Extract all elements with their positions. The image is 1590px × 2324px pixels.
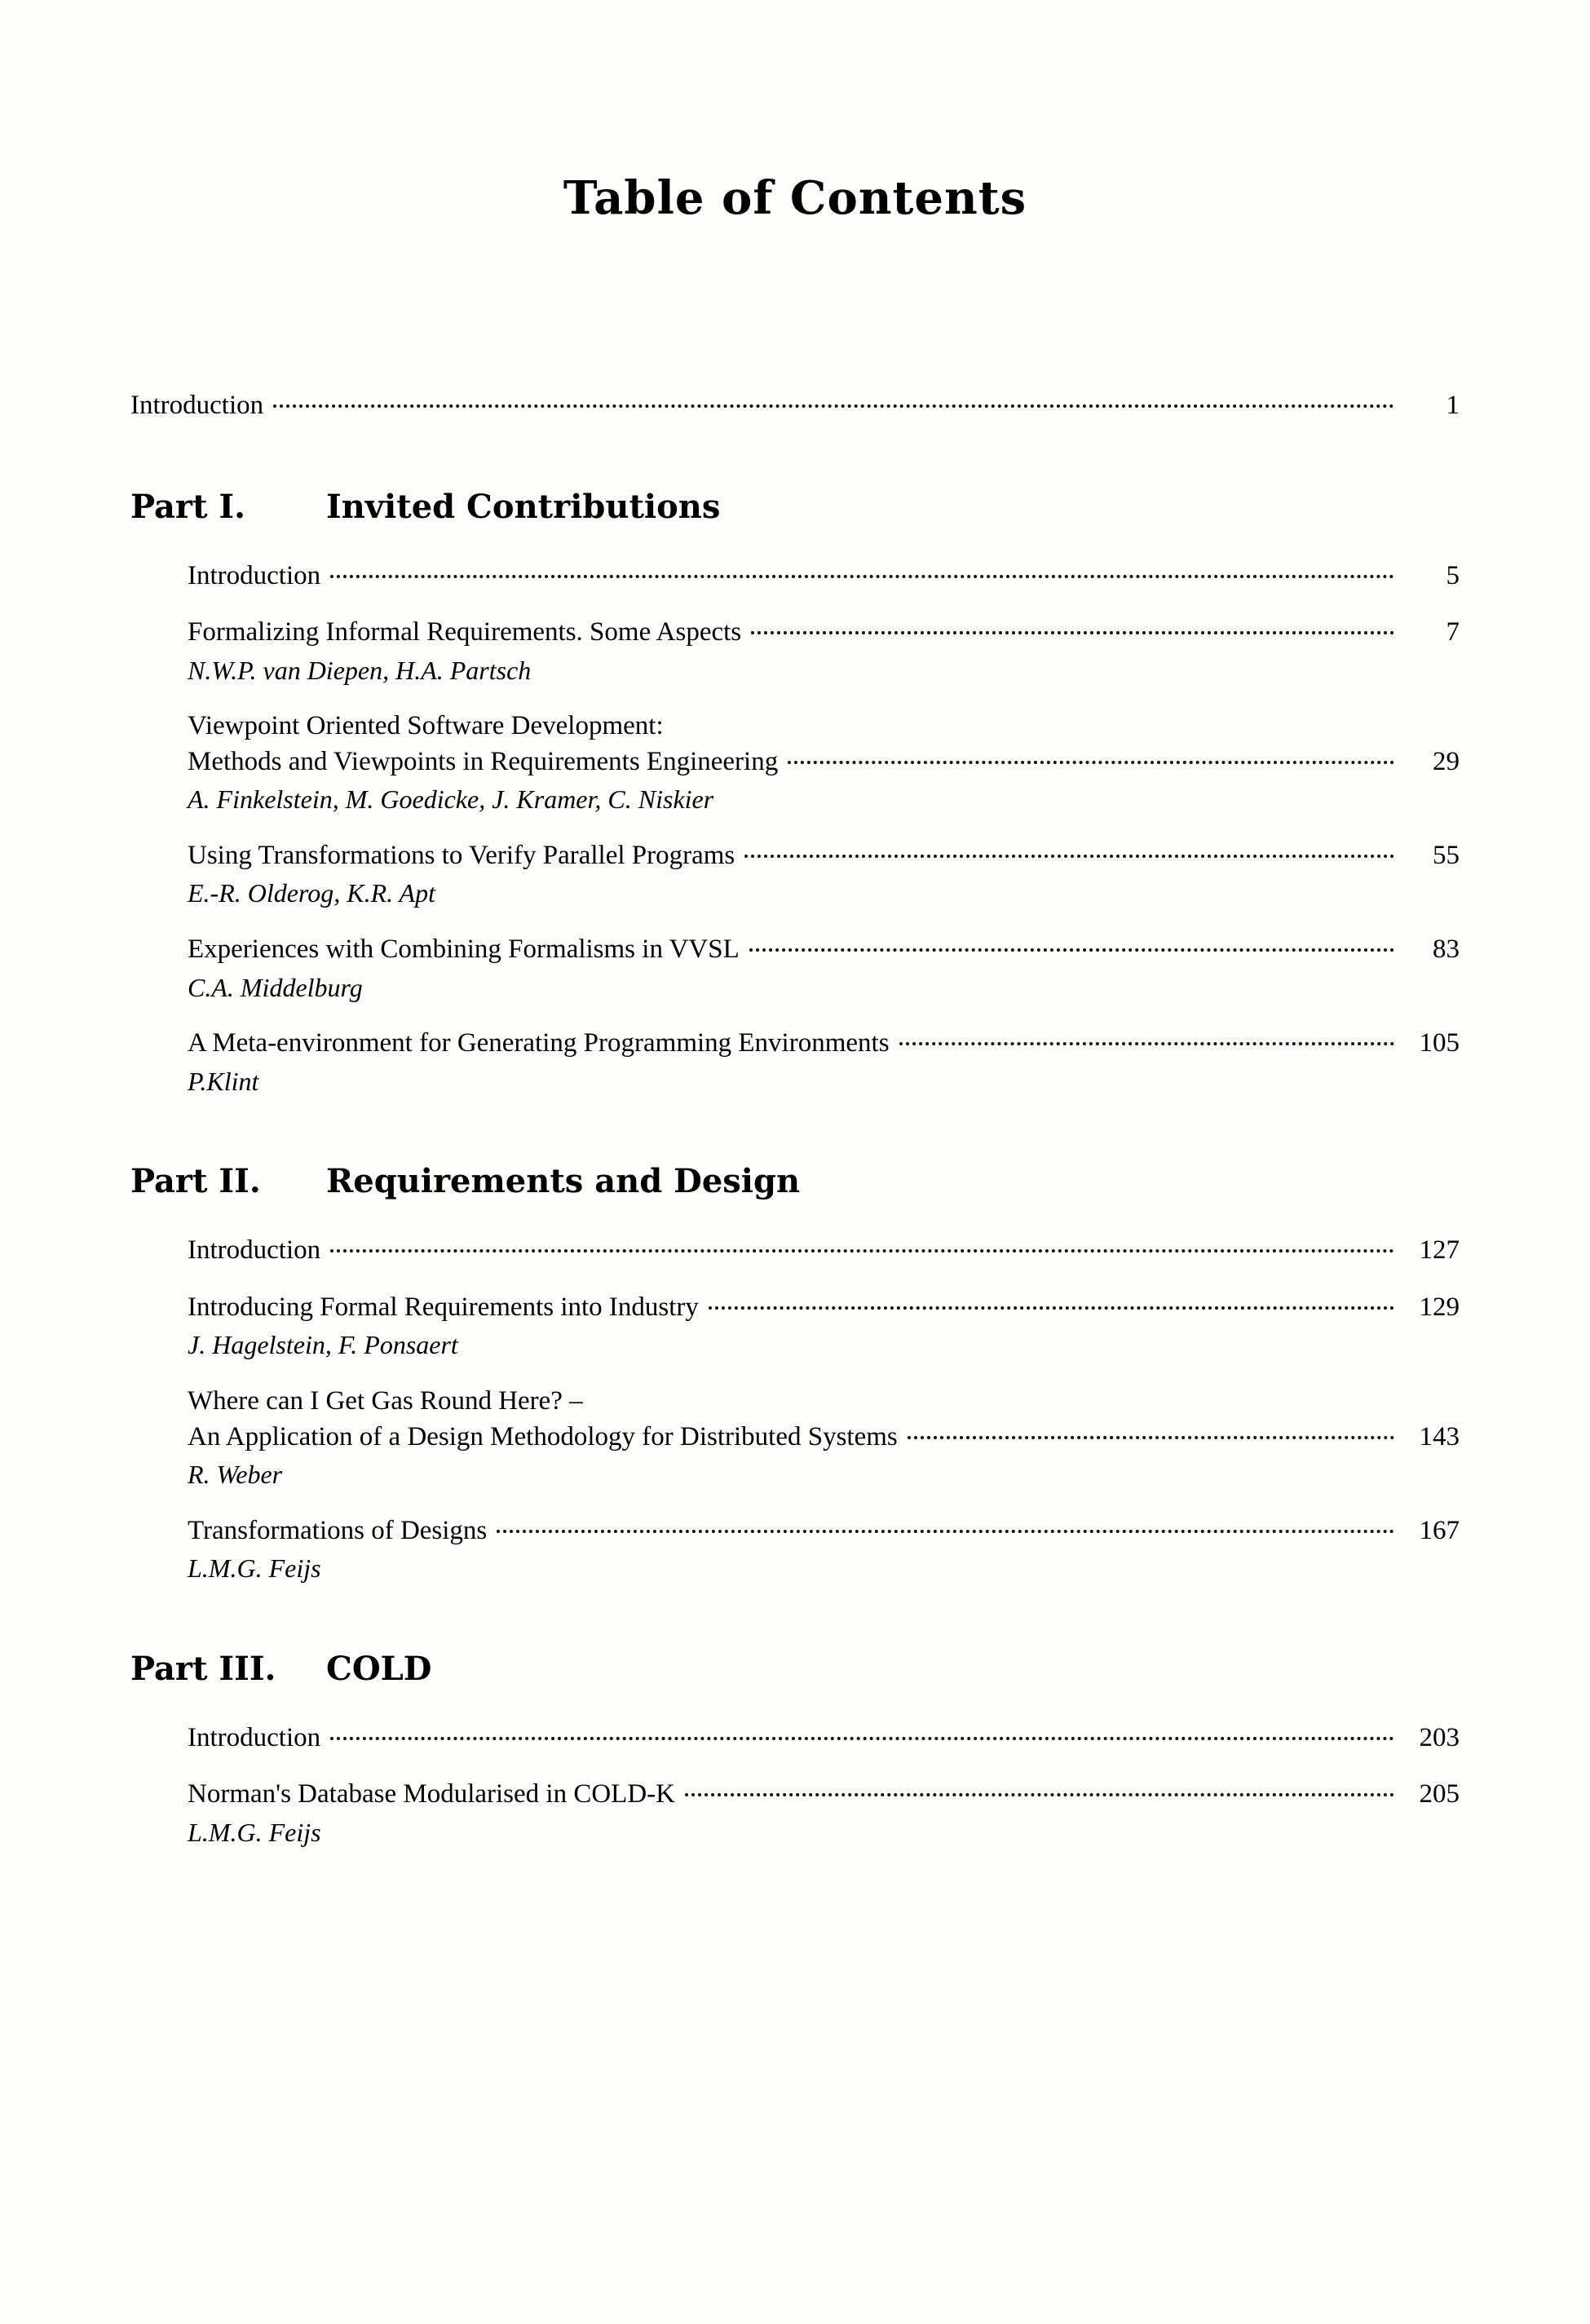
toc-entry[interactable] (188, 744, 1460, 780)
part-title: COLD (326, 1649, 432, 1688)
part-number: Part I. (130, 487, 246, 526)
toc-entry-authors: E.-R. Olderog, K.R. Apt (188, 878, 435, 908)
toc-entry-authors: J. Hagelstein, F. Ponsaert (188, 1330, 458, 1360)
leader-dots (330, 1737, 1394, 1740)
part-heading (130, 1650, 1460, 1688)
toc-entry-page: 203 (1419, 1722, 1460, 1752)
part-section-1 (130, 488, 1460, 1099)
toc-item (130, 838, 1460, 911)
toc-entry-authors: N.W.P. van Diepen, H.A. Partsch (188, 655, 532, 685)
toc-entry-line-1: Viewpoint Oriented Software Development: (188, 711, 664, 741)
leader-dots (899, 1042, 1394, 1045)
toc-item (130, 1777, 1460, 1849)
page-title: Table of Contents (563, 171, 1027, 225)
toc-item (130, 1026, 1460, 1098)
toc-item (130, 1513, 1460, 1586)
toc-entry-line-1: Where can I Get Gas Round Here? – (188, 1386, 583, 1416)
leader-dots (709, 1306, 1394, 1310)
toc-entry-label: Norman's Database Modularised in COLD-K (188, 1779, 675, 1809)
part-entries (130, 1233, 1460, 1586)
part-entries (130, 559, 1460, 1099)
part-title: Requirements and Design (326, 1162, 801, 1201)
toc-entry-page: 83 (1433, 934, 1460, 965)
toc-entry[interactable] (188, 1290, 1460, 1326)
toc-item (130, 615, 1460, 687)
toc-entry-label: An Application of a Design Methodology for Distributed Systems (188, 1421, 898, 1451)
toc-content (130, 171, 1460, 1850)
leader-dots (788, 761, 1394, 764)
toc-entry-label: Experiences with Combining Formalisms in VVSL (188, 934, 740, 965)
toc-entry-label: Using Transformations to Verify Parallel Programs (188, 840, 735, 870)
toc-item (130, 709, 1460, 817)
toc-entry-label: Introduction (188, 560, 321, 590)
part-section-2 (130, 1162, 1460, 1586)
toc-entry-authors: C.A. Middelburg (188, 972, 363, 1002)
leader-dots (749, 948, 1394, 952)
part-heading (130, 1162, 1460, 1200)
part-entries (130, 1721, 1460, 1850)
toc-entry[interactable] (188, 1420, 1460, 1456)
toc-entry-page: 7 (1446, 617, 1460, 647)
toc-entry[interactable] (188, 838, 1460, 874)
toc-entry-label: Introduction (130, 391, 264, 420)
toc-entry-page: 143 (1419, 1421, 1460, 1451)
toc-item (130, 1290, 1460, 1363)
leader-dots (908, 1436, 1394, 1439)
toc-item (130, 1233, 1460, 1269)
toc-entry[interactable] (188, 1721, 1460, 1756)
toc-entry[interactable] (188, 1513, 1460, 1549)
toc-entry-label: Introducing Formal Requirements into Industry (188, 1292, 699, 1322)
toc-entry-page: 5 (1446, 560, 1460, 590)
leader-dots (751, 631, 1394, 634)
toc-entry[interactable] (188, 559, 1460, 594)
toc-entry-introduction[interactable] (130, 388, 1460, 424)
leader-dots (744, 855, 1394, 858)
leader-dots (685, 1793, 1394, 1796)
toc-entry-label: Introduction (188, 1722, 321, 1752)
toc-item (130, 559, 1460, 594)
toc-entry[interactable] (188, 1233, 1460, 1269)
toc-entry-authors: R. Weber (188, 1460, 283, 1490)
toc-entry-page: 205 (1419, 1779, 1460, 1809)
toc-entry-label: Introduction (188, 1235, 321, 1266)
part-heading (130, 488, 1460, 526)
toc-entry-page: 167 (1419, 1515, 1460, 1545)
toc-entry[interactable] (188, 1777, 1460, 1813)
toc-entry[interactable] (188, 615, 1460, 651)
leader-dots (330, 1249, 1394, 1253)
toc-item (130, 1384, 1460, 1492)
toc-entry-label: Transformations of Designs (188, 1515, 488, 1545)
part-section-3 (130, 1650, 1460, 1850)
toc-entry-page: 55 (1433, 840, 1460, 870)
toc-item (130, 932, 1460, 1005)
toc-body (130, 388, 1460, 1850)
leader-dots (497, 1530, 1394, 1533)
toc-entry-authors: L.M.G. Feijs (188, 1553, 321, 1584)
toc-entry-page: 127 (1419, 1235, 1460, 1266)
part-title: Invited Contributions (326, 487, 721, 526)
toc-entry-authors: L.M.G. Feijs (188, 1817, 321, 1847)
part-number: Part II. (130, 1162, 261, 1201)
leader-dots (273, 404, 1394, 408)
toc-entry-page: 29 (1433, 746, 1460, 776)
toc-entry[interactable] (188, 1026, 1460, 1062)
part-number: Part III. (130, 1649, 276, 1688)
toc-entry-label: Methods and Viewpoints in Requirements Engineering (188, 746, 779, 776)
toc-entry-authors: A. Finkelstein, M. Goedicke, J. Kramer, C. Niskier (188, 784, 714, 815)
toc-entry[interactable] (188, 932, 1460, 968)
toc-entry-page: 129 (1419, 1292, 1460, 1322)
toc-entry-label: Formalizing Informal Requirements. Some Aspects (188, 617, 742, 647)
toc-entry-page: 105 (1419, 1028, 1460, 1058)
toc-entry-label: A Meta-environment for Generating Programming Environments (188, 1028, 890, 1058)
toc-item (130, 1721, 1460, 1756)
toc-entry-authors: P.Klint (188, 1066, 259, 1096)
toc-entry-page: 1 (1446, 391, 1460, 420)
leader-dots (330, 575, 1394, 578)
